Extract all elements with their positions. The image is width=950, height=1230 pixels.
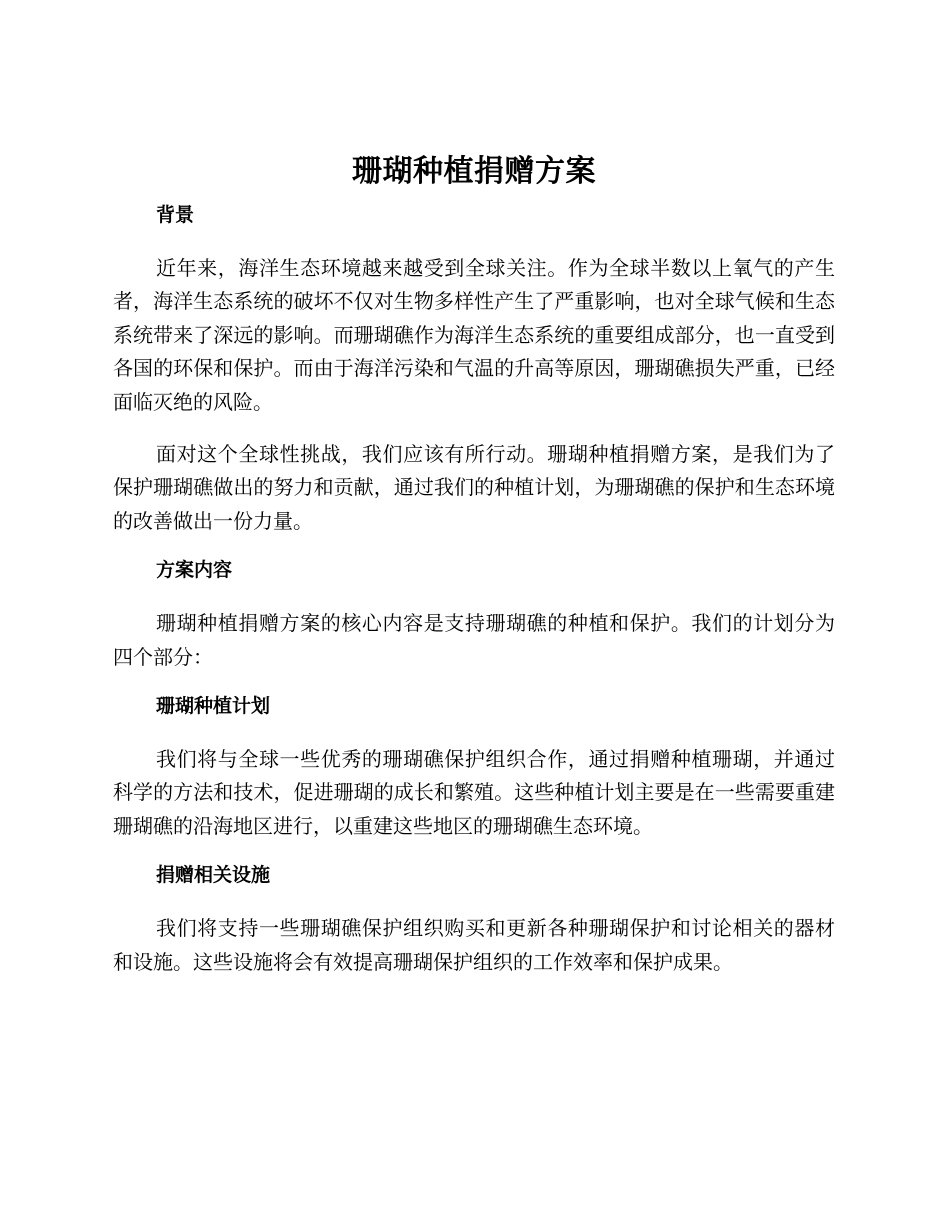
plan-content-paragraph: 珊瑚种植捐赠方案的核心内容是支持珊瑚礁的种植和保护。我们的计划分为四个部分： [113, 611, 835, 669]
section-heading-planting-plan: 珊瑚种植计划 [156, 695, 271, 718]
section-heading-background: 背景 [156, 204, 195, 226]
section-heading-plan-content: 方案内容 [156, 559, 233, 582]
background-paragraph-1: 近年来，海洋生态环境越来越受到全球关注。作为全球半数以上氧气的产生者，海洋生态系统的破坏不仅对生物多样性产生了严重影响，也对全球气候和生态系统带来了深远的影响。而珊瑚礁作为海洋生态系统的重要组成部分，也一直受到各国的环保和保护。而由于海洋污染和气温的升高等原因，珊瑚礁损失严重，已经面临灭绝的风险。 [113, 256, 835, 414]
document-body [113, 150, 835, 998]
facilities-paragraph: 我们将支持一些珊瑚礁保护组织购买和更新各种珊瑚保护和讨论相关的器材和设施。这些设施将会有效提高珊瑚保护组织的工作效率和保护成果。 [113, 916, 835, 974]
planting-plan-paragraph: 我们将与全球一些优秀的珊瑚礁保护组织合作，通过捐赠种植珊瑚，并通过科学的方法和技术，促进珊瑚的成长和繁殖。这些种植计划主要是在一些需要重建珊瑚礁的沿海地区进行，以重建这些地区的珊瑚礁生态环境。 [113, 747, 835, 838]
section-heading-facilities: 捐赠相关设施 [156, 864, 271, 887]
document-title: 珊瑚种植捐赠方案 [352, 154, 596, 189]
background-paragraph-2: 面对这个全球性挑战，我们应该有所行动。珊瑚种植捐赠方案，是我们为了保护珊瑚礁做出的努力和贡献，通过我们的种植计划，为珊瑚礁的保护和生态环境的改善做出一份力量。 [113, 442, 835, 533]
